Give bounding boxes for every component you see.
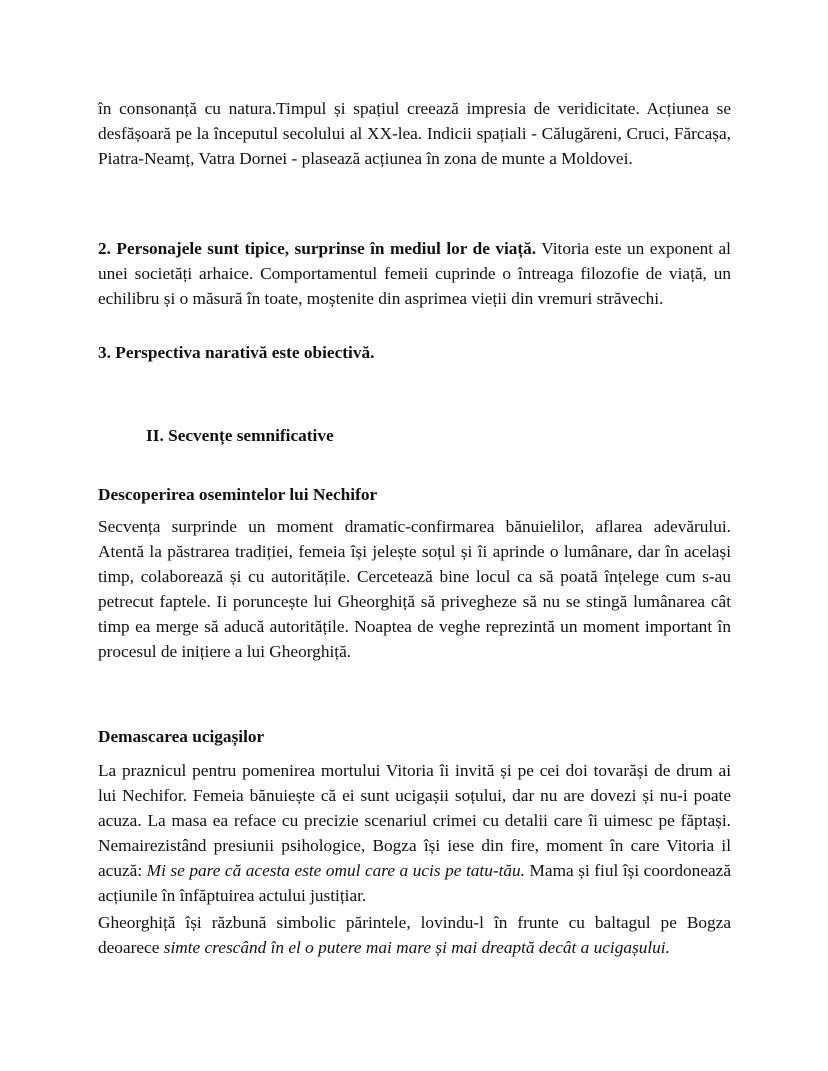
intro-paragraph-block bbox=[98, 96, 731, 171]
sequence-2-title-block bbox=[98, 724, 731, 749]
sequence-2-closing bbox=[98, 910, 731, 960]
section-heading: II. Secvențe semnificative bbox=[146, 426, 334, 445]
sequence-2-text-end: Mama și fiul își coordonează acțiunile în înfăptuirea actului justițiar. bbox=[98, 861, 731, 905]
sequence-2-closing-text: Gheorghiță își răzbună simbolic părintele, lovindu-l în frunte cu baltagul pe Bogza deoarece bbox=[98, 913, 731, 957]
characters-text: Vitoria este un exponent al unei societăți arhaice. Comportamentul femeii cuprinde o întreaga filozofie de viață, un echilibru și o măsură în toate, moștenite din asprimea vieții din vremuri străvechi. bbox=[98, 239, 731, 308]
sequence-2-text-start: La praznicul pentru pomenirea mortului Vitoria îi invită și pe cei doi tovarăși de drum ai lui Nechifor. Femeia bănuiește că ei sunt ucigașii soțului, dar nu are dovezi și nu-i poate acuza. La masa ea reface cu precizie scenariul crimei cu detalii care îi uimesc pe făptași. Nemairezistând presiunii psihologice, Bogza își iese din fire, moment în care Vitoria il acuză: bbox=[98, 761, 731, 880]
sequence-2-text bbox=[98, 758, 731, 908]
sequence-2-text-block bbox=[98, 758, 731, 908]
perspective-paragraph-block bbox=[98, 340, 731, 365]
section-heading-block bbox=[146, 423, 731, 448]
sequence-2-title: Demascarea ucigașilor bbox=[98, 727, 265, 746]
characters-paragraph-block bbox=[98, 236, 731, 311]
sequence-1-text-block bbox=[98, 514, 731, 664]
intro-paragraph: în consonanță cu natura.Timpul și spațiul creează impresia de veridicitate. Acțiunea se desfășoară pe la începutul secolului al XX-lea. Indicii spațiali - Călugăreni, Cruci, Fărcașa, Piatra-Neamț, Vatra Dornei - plasează acțiunea în zona de munte a Moldovei. bbox=[98, 99, 731, 168]
sequence-2-closing-quote: simte crescând în el o putere mai mare și mai dreaptă decât a ucigașului. bbox=[163, 938, 670, 957]
sequence-1-text: Secvența surprinde un moment dramatic-confirmarea bănuielilor, aflarea adevărului. Atentă la păstrarea tradiției, femeia își jelește soțul și îi aprinde o lumânare, dar în același timp, colaborează și cu autoritățile. Cercetează bine locul ca să poată înțelege cum s-au petrecut faptele. Ii poruncește lui Gheorghiță să privegheze să nu se stingă lumânarea cât timp ea merge să aducă autoritățile. Noaptea de veghe reprezintă un moment important în procesul de inițiere a lui Gheorghiță. bbox=[98, 517, 731, 661]
characters-paragraph bbox=[98, 236, 731, 311]
perspective-paragraph: 3. Perspectiva narativă este obiectivă. bbox=[98, 343, 375, 362]
sequence-2-quote: Mi se pare că acesta este omul care a ucis pe tatu-tău. bbox=[146, 861, 525, 880]
sequence-2-closing-block bbox=[98, 910, 731, 960]
characters-lead: 2. Personajele sunt tipice, surprinse în mediul lor de viață. bbox=[98, 239, 537, 258]
sequence-1-title-block bbox=[98, 482, 731, 507]
sequence-1-title: Descoperirea osemintelor lui Nechifor bbox=[98, 485, 378, 504]
